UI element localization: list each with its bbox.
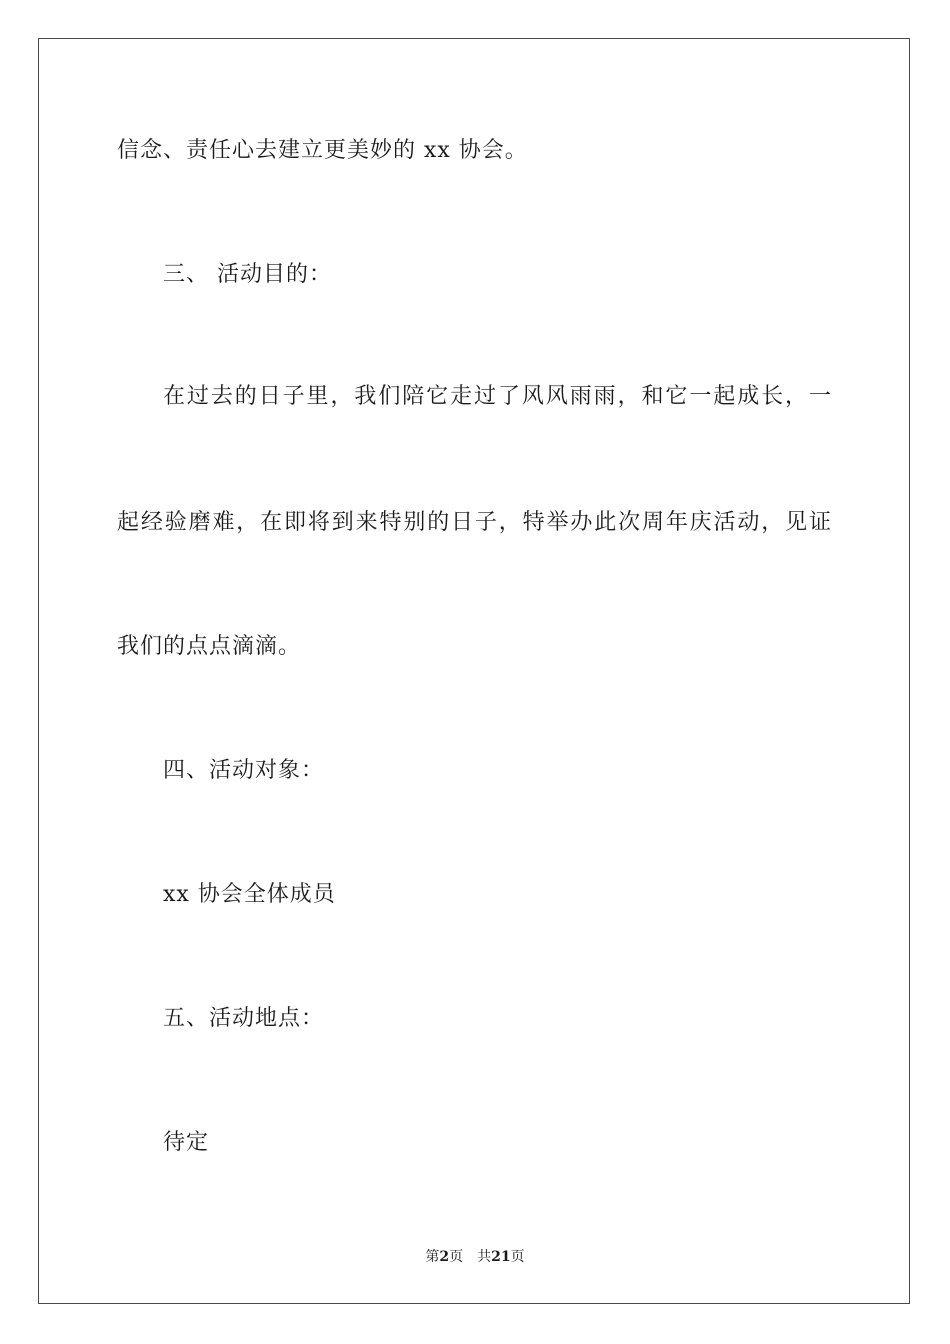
paragraph-purpose-line-2: 起经验磨难，在即将到来特别的日子，特举办此次周年庆活动，见证 xyxy=(117,510,831,535)
section-heading-location: 五、活动地点： xyxy=(163,1006,325,1031)
footer-page-prefix: 第 xyxy=(425,1249,440,1265)
page-footer xyxy=(0,1247,950,1267)
paragraph-purpose-line-3: 我们的点点滴滴。 xyxy=(117,634,302,659)
section-heading-audience: 四、活动对象： xyxy=(163,758,325,783)
audience-text: xx 协会全体成员 xyxy=(163,882,336,907)
footer-page-current: 2 xyxy=(439,1249,450,1265)
footer-page-total: 21 xyxy=(491,1249,511,1265)
footer-page-suffix: 页 xyxy=(449,1249,464,1265)
footer-total-prefix: 共 xyxy=(477,1249,492,1265)
footer-total-suffix: 页 xyxy=(510,1249,525,1265)
paragraph-line-continuation: 信念、责任心去建立更美妙的 xx 协会。 xyxy=(117,138,528,163)
paragraph-purpose-line-1: 在过去的日子里，我们陪它走过了风风雨雨，和它一起成长，一 xyxy=(163,384,831,409)
section-heading-purpose: 三、 活动目的： xyxy=(163,262,332,287)
page-border xyxy=(38,38,910,1304)
location-text: 待定 xyxy=(163,1130,210,1155)
